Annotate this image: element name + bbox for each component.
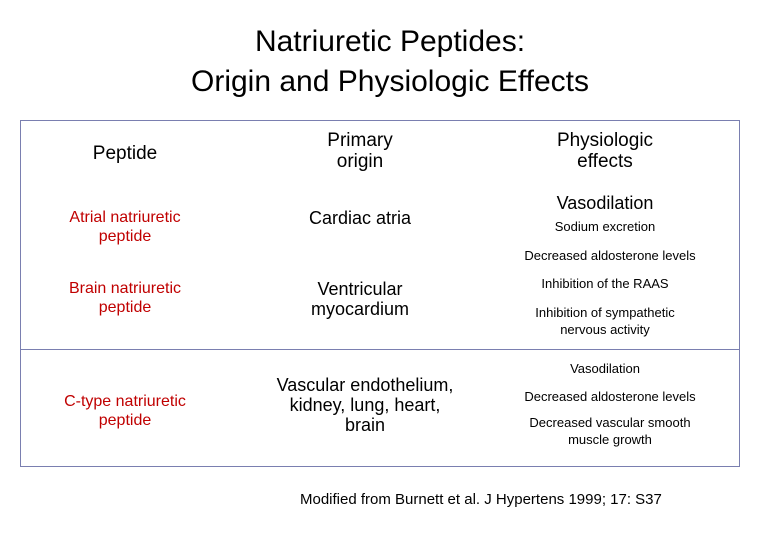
peptide-brain xyxy=(25,279,225,317)
peptide-ctype xyxy=(25,392,225,430)
peptide-brain-line-2: peptide xyxy=(98,299,152,316)
title-line-2: Origin and Physiologic Effects xyxy=(191,65,589,98)
citation-footnote: Modified from Burnett et al. J Hypertens 1999; 17: S37 xyxy=(300,491,662,508)
header-effects-line-1: Physiologic xyxy=(556,130,654,151)
peptide-brain-line-1: Brain natriuretic xyxy=(68,280,182,297)
peptide-atrial-line-2: peptide xyxy=(98,228,152,245)
header-effects xyxy=(505,130,705,172)
title-line-1: Natriuretic Peptides: xyxy=(254,25,526,58)
effect-vasodilation-2: Vasodilation xyxy=(570,361,640,376)
origin-brain xyxy=(260,279,460,319)
peptide-ctype-line-2: peptide xyxy=(98,412,152,429)
effect-vasodilation-1: Vasodilation xyxy=(556,193,654,213)
peptide-atrial xyxy=(25,208,225,246)
effect-smooth-muscle-line-1: Decreased vascular smooth xyxy=(529,415,691,430)
origin-ctype-line-2: kidney, lung, heart, xyxy=(289,395,441,415)
effect-sympathetic-line-1: Inhibition of sympathetic xyxy=(535,305,675,320)
origin-ctype-line-1: Vascular endothelium, xyxy=(276,375,454,395)
origin-atrial: Cardiac atria xyxy=(308,208,412,228)
effect-sympathetic xyxy=(505,304,705,338)
effect-sympathetic-line-2: nervous activity xyxy=(560,322,650,337)
peptide-atrial-line-1: Atrial natriuretic xyxy=(69,209,181,226)
origin-brain-line-2: myocardium xyxy=(310,299,410,319)
header-origin-line-1: Primary xyxy=(327,130,393,151)
effect-aldosterone-1: Decreased aldosterone levels xyxy=(524,248,696,263)
effect-sodium-excretion: Sodium excretion xyxy=(554,219,656,234)
effect-aldosterone-2: Decreased aldosterone levels xyxy=(524,389,696,404)
peptide-ctype-line-1: C-type natriuretic xyxy=(64,393,186,410)
header-effects-line-2: effects xyxy=(577,151,633,172)
effect-smooth-muscle xyxy=(505,414,715,448)
origin-brain-line-1: Ventricular xyxy=(317,279,403,299)
header-peptide: Peptide xyxy=(92,143,158,164)
origin-ctype xyxy=(250,375,480,435)
table-divider xyxy=(21,349,739,350)
header-origin xyxy=(260,130,460,172)
effect-raas: Inhibition of the RAAS xyxy=(541,276,669,291)
slide-title xyxy=(0,22,780,102)
origin-ctype-line-3: brain xyxy=(344,415,386,435)
effect-smooth-muscle-line-2: muscle growth xyxy=(568,432,652,447)
header-origin-line-2: origin xyxy=(336,151,384,172)
